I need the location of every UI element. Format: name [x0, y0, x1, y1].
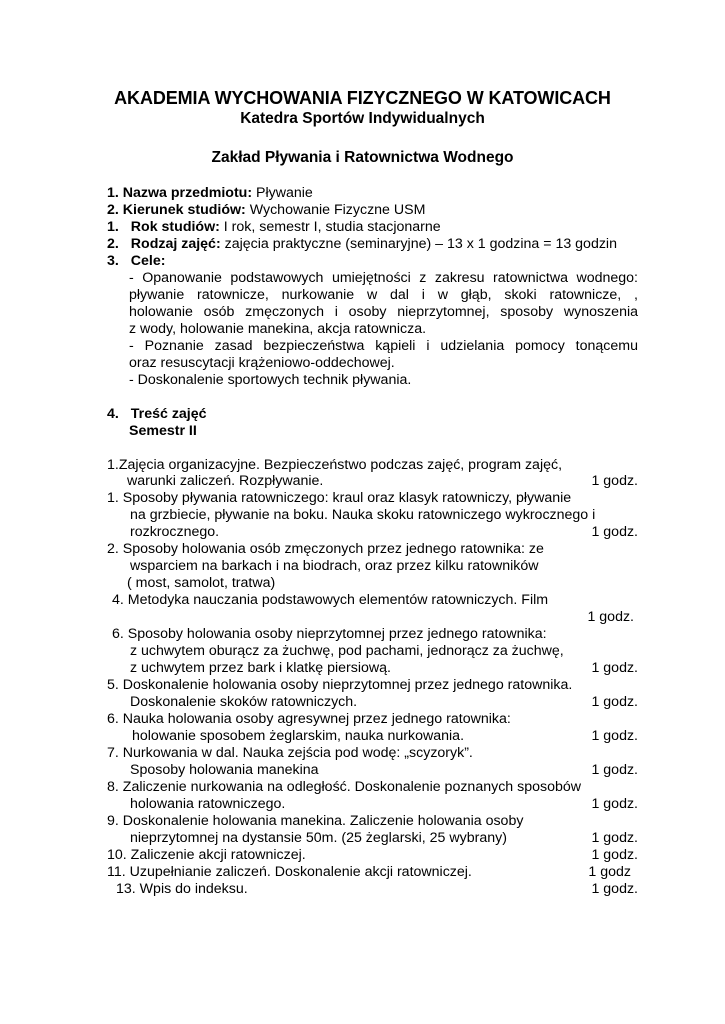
syllabus-line: wsparciem na barkach i na biodrach, oraz przez kilku ratowników [130, 558, 539, 574]
goal-line: - Opanowanie podstawowych umiejętności z zakresu ratownictwa wodnego: [129, 270, 638, 286]
syllabus-line: 6. Nauka holowania osoby agresywnej przez jednego ratownika: [107, 711, 511, 727]
hours-label: 1 godz. [591, 694, 638, 710]
syllabus-line: 1. Sposoby pływania ratowniczego: kraul oraz klasyk ratowniczy, pływanie [107, 490, 572, 506]
syllabus-line: 4. Metodyka nauczania podstawowych elementów ratowniczych. Film [112, 592, 549, 608]
info-label: Cele: [130, 253, 166, 269]
info-course-name [107, 185, 313, 202]
semester-label: Semestr II [129, 423, 197, 439]
info-field-of-study [107, 202, 425, 219]
info-num: 2. [107, 236, 119, 252]
syllabus-line: z uchwytem przez bark i klatkę piersiową. [130, 660, 391, 676]
syllabus-line: Doskonalenie skoków ratowniczych. [130, 694, 358, 710]
info-label: Nazwa przedmiotu: [122, 185, 253, 201]
syllabus-line: rozkrocznego. [130, 524, 220, 540]
syllabus-line: holowania ratowniczego. [130, 796, 286, 812]
goal-line: oraz resuscytacji krążeniowo-oddechowej. [129, 355, 395, 371]
unit-title: Zakład Pływania i Ratownictwa Wodnego [211, 149, 514, 166]
content-title: Treść zajęć [130, 406, 207, 422]
hours-label: 1 godz. [591, 881, 638, 897]
hours-label: 1 godz. [591, 473, 638, 489]
syllabus-line: nieprzytomnej na dystansie 50m. (25 żeglarski, 25 wybrany) [130, 830, 507, 846]
content-heading [107, 406, 207, 423]
info-num: 3. [107, 253, 119, 269]
syllabus-line: 5. Doskonalenie holowania osoby nieprzytomnej przez jednego ratownika. [107, 677, 573, 693]
institution-title: AKADEMIA WYCHOWANIA FIZYCZNEGO W KATOWICACH [114, 88, 611, 108]
hours-label: 1 godz. [591, 524, 638, 540]
syllabus-line: warunki zaliczeń. Rozpływanie. [127, 473, 324, 489]
syllabus-line: 10. Zaliczenie akcji ratowniczej. [107, 847, 306, 863]
goal-line: pływanie ratownicze, nurkowanie w dal i w głąb, skoki ratownicze, , [129, 287, 638, 303]
syllabus-line: 6. Sposoby holowania osoby nieprzytomnej przez jednego ratownika: [112, 626, 547, 642]
info-value: zajęcia praktyczne (seminaryjne) – 13 x 1 godzina = 13 godzin [220, 236, 617, 252]
info-label: Kierunek studiów: [122, 202, 246, 218]
syllabus-line: 9. Doskonalenie holowania manekina. Zaliczenie holowania osoby [107, 813, 524, 829]
hours-label: 1 godz. [591, 728, 638, 744]
syllabus-line: z uchwytem oburącz za żuchwę, pod pachami, jednorącz za żuchwę, [130, 643, 564, 659]
info-value: Pływanie [252, 185, 313, 201]
info-value: I rok, semestr I, studia stacjonarne [219, 219, 441, 235]
info-year-of-study [107, 219, 441, 236]
info-class-type [107, 236, 617, 253]
syllabus-line: na grzbiecie, pływanie na boku. Nauka skoku ratowniczego wykrocznego i [130, 507, 596, 523]
syllabus-line: 1.Zajęcia organizacyjne. Bezpieczeństwo podczas zajęć, program zajęć, [107, 457, 563, 473]
syllabus-line: Sposoby holowania manekina [130, 762, 319, 778]
hours-label: 1 godz. [591, 796, 638, 812]
hours-label: 1 godz. [591, 847, 638, 863]
department-title: Katedra Sportów Indywidualnych [240, 110, 485, 127]
hours-label: 1 godz. [591, 830, 638, 846]
syllabus-line: 7. Nurkowania w dal. Nauka zejścia pod wodę: „scyzoryk”. [107, 745, 473, 761]
info-num: 1. [107, 219, 119, 235]
info-label: Rodzaj zajęć: [130, 236, 221, 252]
goal-line: z wody, holowanie manekina, akcja ratownicza. [129, 321, 427, 337]
hours-label: 1 godz. [587, 609, 634, 625]
syllabus-line: 2. Sposoby holowania osób zmęczonych przez jednego ratownika: ze [107, 541, 544, 557]
goal-line: - Doskonalenie sportowych technik pływania. [129, 372, 412, 388]
info-num: 1. [107, 185, 119, 201]
syllabus-line: ( most, samolot, tratwa) [127, 575, 276, 591]
syllabus-line: 13. Wpis do indeksu. [116, 881, 248, 897]
info-value: Wychowanie Fizyczne USM [245, 202, 426, 218]
syllabus-line: 11. Uzupełnianie zaliczeń. Doskonalenie akcji ratowniczej. [107, 864, 472, 880]
content-num: 4. [107, 406, 119, 422]
info-goals [107, 253, 166, 270]
hours-label: 1 godz. [591, 660, 638, 676]
info-label: Rok studiów: [130, 219, 220, 235]
hours-label: 1 godz [588, 864, 631, 880]
info-num: 2. [107, 202, 119, 218]
goal-line: holowanie osób zmęczonych i osoby nieprzytomnej, sposoby wynoszenia [129, 304, 638, 320]
hours-label: 1 godz. [591, 762, 638, 778]
syllabus-line: 8. Zaliczenie nurkowania na odległość. Doskonalenie poznanych sposobów [107, 779, 581, 795]
goal-line: - Poznanie zasad bezpieczeństwa kąpieli i udzielania pomocy tonącemu [129, 338, 638, 354]
syllabus-line: holowanie sposobem żeglarskim, nauka nurkowania. [132, 728, 465, 744]
